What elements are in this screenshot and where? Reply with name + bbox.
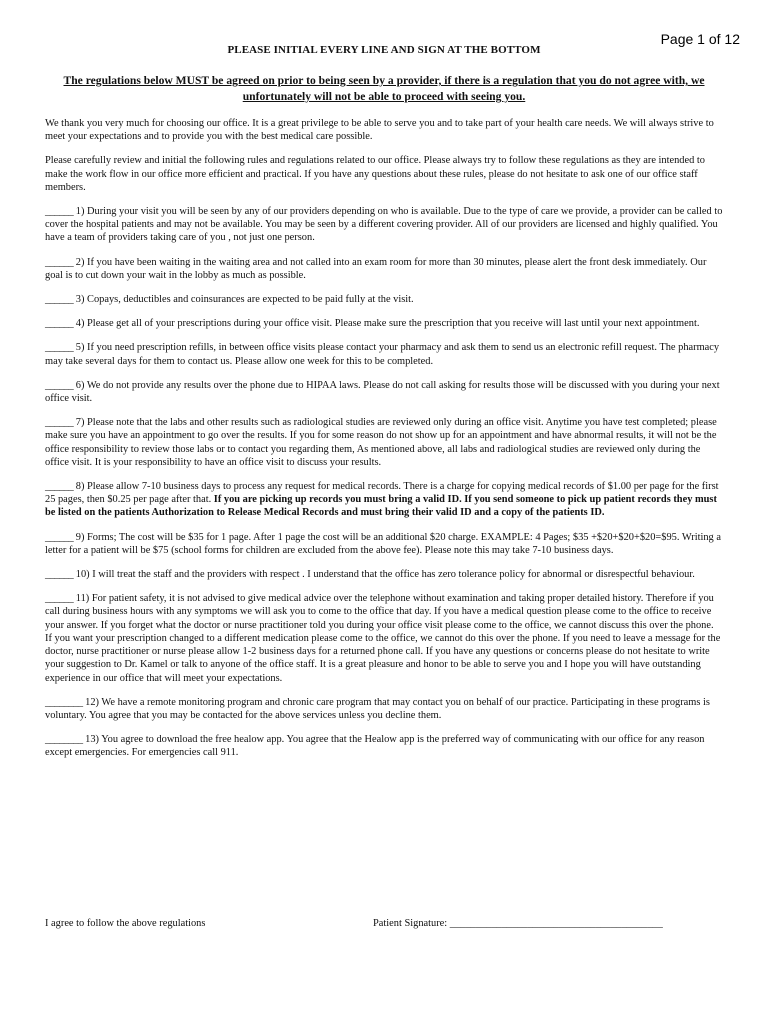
- rule-text: 11) For patient safety, it is not advised to give medical advice over the telephone without examination and taking proper detailed history. Therefore if you call during business hours with any symptoms we will ask you to come to the office that day. If you have a medical question please come to the office to receive your answer. If you forget what the doctor or nurse practitioner told you during your office visit please come to the office, we cannot discuss this over the phone. If you want your prescription changed to a different medication please come to the office, we cannot do this over the phone. If you need to leave a message for the doctor, nurse practitioner or nurse please allow 1-2 business days for a returned phone call. If you have any questions or concerns please do not hesitate to write your suggestion to Dr. Kamel or talk to anyone of the office staff. It is a great pleasure and honor to be able to serve you and I hope you will have outstanding experience in our office that will meet your expectations.: [45, 593, 721, 684]
- initial-blank[interactable]: ________: [45, 696, 83, 708]
- rule-13: [45, 733, 723, 759]
- rule-4: [45, 317, 723, 330]
- rule-text: 7) Please note that the labs and other results such as radiological studies are reviewed only during an office visit. Anytime you have test completed; please make sure you have an appointment to go over the results. If you for some reason do not show up for an appointment and have abnormal results, it will not be the office responsibility to review those labs or to contact you regarding them, As mentioned above, all labs and radiological studies are reviewed only during the office visit. It is your responsibility to have an office visit to discuss your results.: [45, 417, 717, 468]
- initial-blank[interactable]: ______: [45, 379, 74, 391]
- initial-blank[interactable]: ______: [45, 531, 74, 543]
- rule-text: 8) Please allow 7-10 business days to process any request for medical records. There is a charge for copying medical records of $1.00 per page for the first 25 pages, then $0.25 per page after that.: [45, 481, 719, 506]
- rule-text: 1) During your visit you will be seen by any of our providers depending on who is available. Due to the type of care we provide, a provider can be called to cover the hospital patients and may not be available. You may be seen by a different covering provider. All of our providers are licensed and highly qualified. You have a team of providers taking care of you , not just one person.: [45, 206, 723, 244]
- rule-text: 13) You agree to download the free healow app. You agree that the Healow app is the preferred way of communicating with our office for any reason except emergencies. For emergencies call 911.: [45, 734, 705, 759]
- initial-blank[interactable]: ______: [45, 569, 74, 581]
- page-number: Page 1 of 12: [660, 31, 740, 47]
- document-body: [45, 44, 723, 771]
- rule-5: [45, 341, 723, 367]
- page-heading: PLEASE INITIAL EVERY LINE AND SIGN AT THE BOTTOM: [227, 44, 541, 56]
- rule-3: [45, 293, 723, 306]
- rule-10: [45, 568, 723, 581]
- rule-text: 12) We have a remote monitoring program and chronic care program that may contact you on behalf of our practice. Participating in these programs is voluntary. You agree that you may be contacted for the above services unless you decline them.: [45, 696, 710, 721]
- initial-blank[interactable]: ______: [45, 206, 74, 218]
- rule-text: 6) We do not provide any results over the phone due to HIPAA laws. Please do not call asking for results those will be discussed with you during your next office visit.: [45, 379, 720, 405]
- initial-blank[interactable]: ______: [45, 593, 74, 605]
- rule-6: [45, 379, 723, 405]
- intro-paragraph: Please carefully review and initial the following rules and regulations related to our office. Please always try to follow these regulations as they are intended to make the work flow in our office more efficient and practical. If you have any questions about these rules, please do not hesitate to ask one of our office staff members.: [45, 155, 705, 193]
- initial-blank[interactable]: ______: [45, 481, 74, 493]
- rule-1: [45, 205, 723, 245]
- regulations-notice: The regulations below MUST be agreed on prior to being seen by a provider, if there is a regulation that you do not agree with, we unfortunately will not be able to proceed with seeing you.: [63, 74, 705, 103]
- initial-blank[interactable]: ______: [45, 417, 74, 429]
- rule-text: 3) Copays, deductibles and coinsurances are expected to be paid fully at the visit.: [73, 294, 414, 306]
- rule-11: [45, 592, 723, 684]
- initial-blank[interactable]: ______: [45, 342, 74, 354]
- rule-text: 10) I will treat the staff and the providers with respect . I understand that the office has zero tolerance policy for abnormal or disrespectful behaviour.: [73, 569, 695, 581]
- rule-12: [45, 696, 723, 722]
- agreement-statement: I agree to follow the above regulations: [45, 918, 206, 929]
- rule-7: [45, 416, 723, 469]
- signature-label: Patient Signature:: [373, 918, 450, 929]
- rule-9: [45, 531, 723, 557]
- rule-bold-text: If you are picking up records you must bring a valid ID. If you send someone to pick up patient records they must be listed on the patients Authorization to Release Medical Records and must bring their valid ID and a copy of the patients ID.: [45, 494, 717, 519]
- initial-blank[interactable]: ______: [45, 318, 74, 330]
- rule-text: 4) Please get all of your prescriptions during your office visit. Please make sure the prescription that you receive will last until your next appointment.: [73, 318, 700, 330]
- rule-2: [45, 256, 723, 282]
- intro-paragraph: We thank you very much for choosing our office. It is a great privilege to be able to serve you and to take part of your health care needs. We will always strive to meet your expectations and to provide you with the best medical care possible.: [45, 118, 714, 143]
- rule-text: 2) If you have been waiting in the waiting area and not called into an exam room for more than 30 minutes, please alert the front desk immediately. Our goal is to cut down your wait in the lobby as much as possible.: [45, 256, 707, 281]
- rule-8: [45, 480, 723, 520]
- initial-blank[interactable]: ______: [45, 256, 74, 268]
- initial-blank[interactable]: ________: [45, 734, 83, 746]
- rule-text: 9) Forms; The cost will be $35 for 1 page. After 1 page the cost will be an additional $20 charge. EXAMPLE: 4 Pages; $35 +$20+$20+$20=$95. Writing a letter for a patient will be $75 (school forms for children are excluded from the above fee). Please note this may take 7-10 business days.: [45, 531, 721, 556]
- patient-signature: [373, 918, 663, 929]
- initial-blank[interactable]: ______: [45, 294, 74, 306]
- rule-text: 5) If you need prescription refills, in between office visits please contact your pharmacy and ask them to send us an electronic refill request. The pharmacy may take several days for them to contact us. Please allow one week for this to be completed.: [45, 342, 720, 367]
- signature-line[interactable]: _________________________________________: [449, 918, 663, 929]
